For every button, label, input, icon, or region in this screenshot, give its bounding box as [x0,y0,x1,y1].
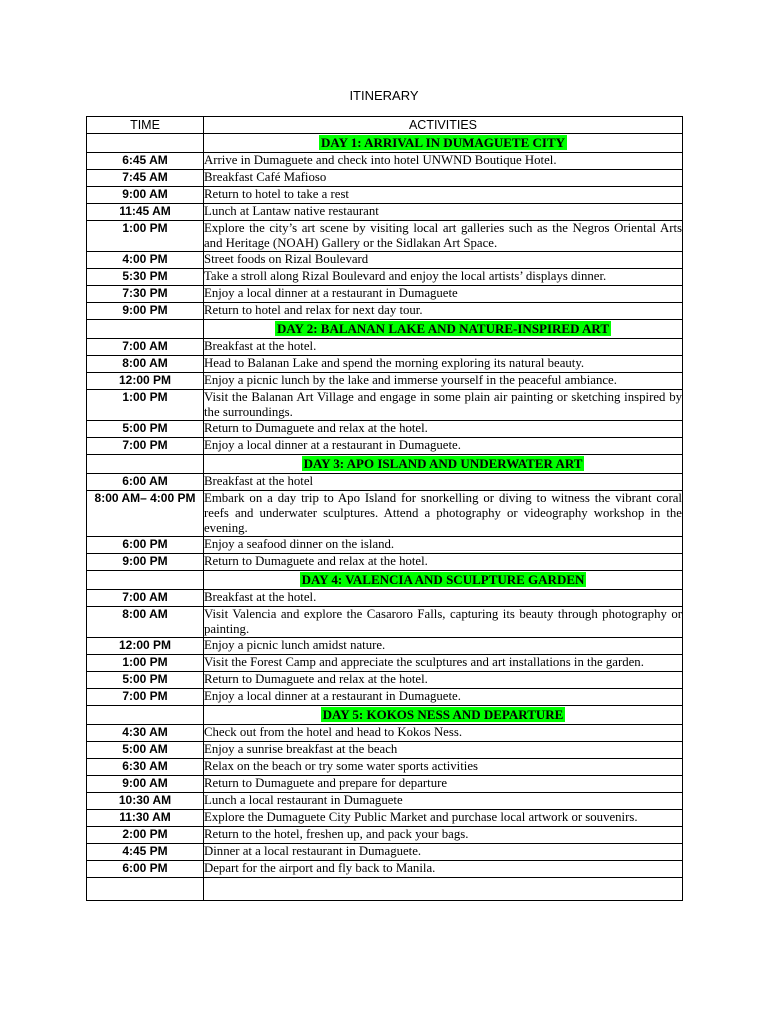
table-row [87,776,683,793]
activity-cell: Enjoy a local dinner at a restaurant in Dumaguete. [204,438,683,455]
table-row [87,689,683,706]
activities-column-header: ACTIVITIES [204,117,683,134]
table-row [87,554,683,571]
activity-cell: Enjoy a local dinner at a restaurant in Dumaguete [204,286,683,303]
table-row [87,537,683,554]
activity-cell: Enjoy a local dinner at a restaurant in Dumaguete. [204,689,683,706]
day-label: DAY 1: ARRIVAL IN DUMAGUETE CITY [320,135,566,150]
activity-cell: Breakfast Café Mafioso [204,170,683,187]
time-cell: 7:00 PM [87,438,204,455]
activity-cell: Breakfast at the hotel. [204,590,683,607]
table-row [87,252,683,269]
day-time-cell-empty [87,706,204,725]
table-row [87,491,683,537]
time-cell: 12:00 PM [87,373,204,390]
table-row [87,607,683,638]
day-header-row [87,706,683,725]
table-row [87,725,683,742]
table-row [87,421,683,438]
time-cell: 5:00 PM [87,672,204,689]
activity-cell: Check out from the hotel and head to Kokos Ness. [204,725,683,742]
table-row [87,793,683,810]
time-cell: 4:00 PM [87,252,204,269]
table-row [87,339,683,356]
time-cell: 7:00 AM [87,339,204,356]
table-row [87,204,683,221]
table-row [87,810,683,827]
activity-cell: Return to Dumaguete and prepare for departure [204,776,683,793]
table-row [87,655,683,672]
page-title: ITINERARY [349,88,419,103]
activity-cell: Enjoy a sunrise breakfast at the beach [204,742,683,759]
time-cell: 8:00 AM [87,356,204,373]
day-header-row [87,571,683,590]
day-time-cell-empty [87,455,204,474]
time-cell: 1:00 PM [87,390,204,421]
day-header-row [87,455,683,474]
time-cell: 8:00 AM [87,607,204,638]
time-cell: 7:00 AM [87,590,204,607]
day-header-cell [204,706,683,725]
table-row [87,221,683,252]
table-row [87,844,683,861]
activity-cell: Return to hotel and relax for next day tour. [204,303,683,320]
activity-cell: Relax on the beach or try some water sports activities [204,759,683,776]
blank-cell [204,878,683,901]
table-row [87,356,683,373]
table-row [87,269,683,286]
time-cell: 9:00 PM [87,303,204,320]
activity-cell: Dinner at a local restaurant in Dumaguete. [204,844,683,861]
day-label: DAY 5: KOKOS NESS AND DEPARTURE [322,707,564,722]
table-row [87,827,683,844]
day-header-cell [204,134,683,153]
time-cell: 8:00 AM– 4:00 PM [87,491,204,537]
activity-cell: Depart for the airport and fly back to Manila. [204,861,683,878]
table-row [87,303,683,320]
time-cell: 5:30 PM [87,269,204,286]
table-row [87,187,683,204]
day-time-cell-empty [87,320,204,339]
time-cell: 5:00 AM [87,742,204,759]
activity-cell: Visit the Balanan Art Village and engage in some plain air painting or sketching inspired by the surroundings. [204,390,682,419]
activity-cell: Explore the Dumaguete City Public Market and purchase local artwork or souvenirs. [204,810,683,827]
table-row [87,170,683,187]
table-row [87,373,683,390]
activity-cell: Enjoy a picnic lunch amidst nature. [204,638,683,655]
time-cell: 7:45 AM [87,170,204,187]
time-cell: 6:00 AM [87,474,204,491]
table-row [87,759,683,776]
day-label: DAY 4: VALENCIA AND SCULPTURE GARDEN [301,572,585,587]
time-cell: 9:00 AM [87,187,204,204]
time-cell: 1:00 PM [87,221,204,252]
time-cell: 2:00 PM [87,827,204,844]
time-cell: 11:45 AM [87,204,204,221]
day-header-cell [204,455,683,474]
table-row [87,638,683,655]
itinerary-table [86,116,683,901]
time-cell: 7:00 PM [87,689,204,706]
time-cell: 5:00 PM [87,421,204,438]
blank-cell [87,878,204,901]
day-header-row [87,320,683,339]
activity-cell: Head to Balanan Lake and spend the morning exploring its natural beauty. [204,356,683,373]
activity-cell: Return to the hotel, freshen up, and pack your bags. [204,827,683,844]
time-cell: 7:30 PM [87,286,204,303]
day-label: DAY 2: BALANAN LAKE AND NATURE-INSPIRED ART [276,321,610,336]
time-cell: 4:45 PM [87,844,204,861]
time-column-header: TIME [87,117,204,134]
time-cell: 9:00 PM [87,554,204,571]
activity-cell: Explore the city’s art scene by visiting local art galleries such as the Negros Oriental Arts and Heritage (NOAH) Gallery or the Sidlakan Art Space. [204,221,682,250]
day-time-cell-empty [87,134,204,153]
activity-cell: Enjoy a picnic lunch by the lake and immerse yourself in the peaceful ambiance. [204,373,683,390]
blank-row [87,878,683,901]
time-cell: 6:00 PM [87,861,204,878]
day-time-cell-empty [87,571,204,590]
day-header-cell [204,571,683,590]
table-row [87,390,683,421]
table-row [87,861,683,878]
time-cell: 6:45 AM [87,153,204,170]
day-header-cell [204,320,683,339]
activity-cell: Take a stroll along Rizal Boulevard and enjoy the local artists’ displays dinner. [204,269,683,286]
activity-cell: Enjoy a seafood dinner on the island. [204,537,683,554]
activity-cell: Embark on a day trip to Apo Island for snorkelling or diving to witness the vibrant coral reefs and underwater sculptures. Attend a photography or videography workshop in the evening. [204,491,682,535]
time-cell: 9:00 AM [87,776,204,793]
time-cell: 11:30 AM [87,810,204,827]
activity-cell: Breakfast at the hotel. [204,339,683,356]
activity-cell: Lunch a local restaurant in Dumaguete [204,793,683,810]
activity-cell: Return to Dumaguete and relax at the hotel. [204,554,683,571]
activity-cell: Visit the Forest Camp and appreciate the sculptures and art installations in the garden. [204,655,683,672]
activity-cell: Return to Dumaguete and relax at the hotel. [204,421,683,438]
activity-cell: Arrive in Dumaguete and check into hotel UNWND Boutique Hotel. [204,153,683,170]
activity-cell: Return to Dumaguete and relax at the hotel. [204,672,683,689]
activity-cell: Breakfast at the hotel [204,474,683,491]
activity-cell: Return to hotel to take a rest [204,187,683,204]
time-cell: 12:00 PM [87,638,204,655]
table-row [87,153,683,170]
time-cell: 6:00 PM [87,537,204,554]
time-cell: 4:30 AM [87,725,204,742]
table-row [87,286,683,303]
activity-cell: Street foods on Rizal Boulevard [204,252,683,269]
table-row [87,742,683,759]
table-row [87,438,683,455]
table-row [87,672,683,689]
day-header-row [87,134,683,153]
day-label: DAY 3: APO ISLAND AND UNDERWATER ART [303,456,583,471]
time-cell: 10:30 AM [87,793,204,810]
table-row [87,590,683,607]
activity-cell: Visit Valencia and explore the Casaroro Falls, capturing its beauty through photography or painting. [204,607,682,636]
table-header-row [87,117,683,134]
activity-cell: Lunch at Lantaw native restaurant [204,204,683,221]
time-cell: 1:00 PM [87,655,204,672]
table-row [87,474,683,491]
time-cell: 6:30 AM [87,759,204,776]
itinerary-body [87,134,683,901]
